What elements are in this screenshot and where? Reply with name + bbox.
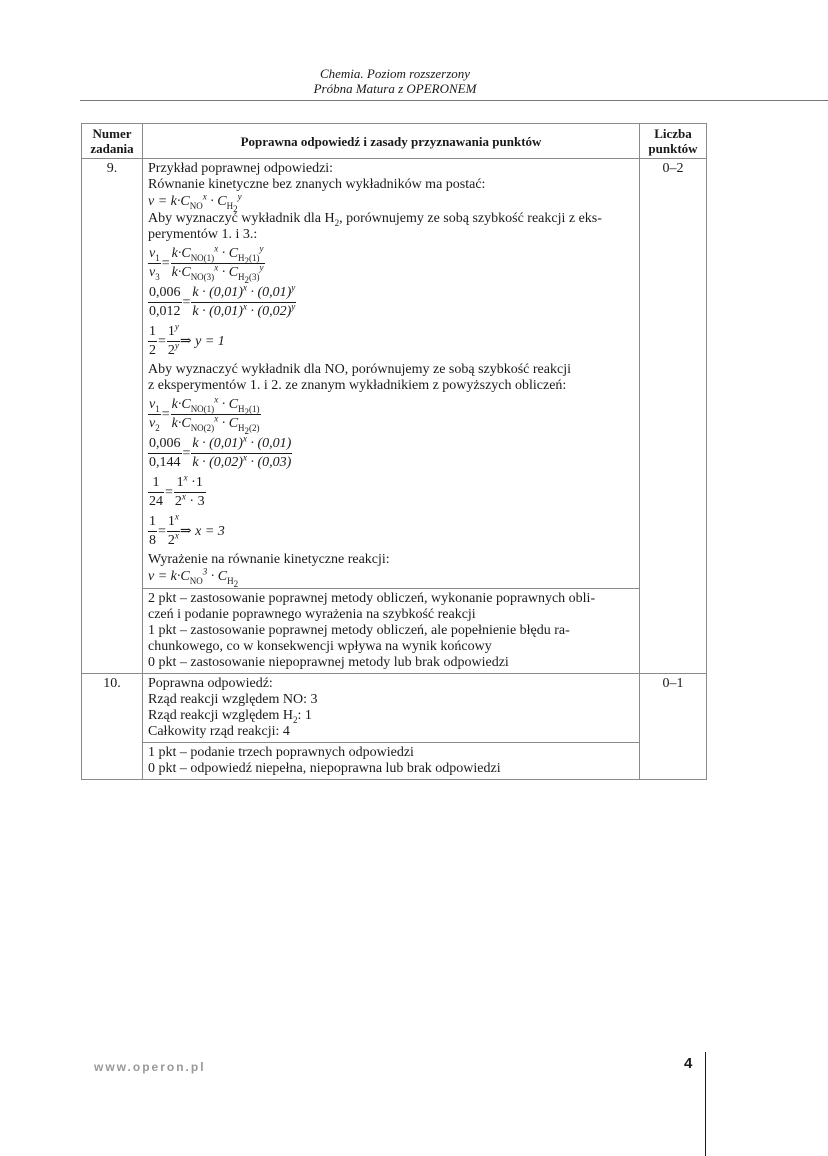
fraction-1-24: $\frac{1}{24}$ = $\frac{1^x \cdot 1}{2^x \cdot 3}$: [149, 472, 205, 509]
col-header-number: Numer zadania: [82, 124, 143, 159]
fraction-0006-0144: $\frac{0,006}{0,144}$ = $\frac{k \cdot (0,01)^x \cdot (0,01)}{k \cdot (0,02)^x \cdot (0,03)}$: [149, 433, 292, 470]
task-9-scoring-row: [82, 589, 707, 674]
task-10-points: 0–1: [640, 674, 707, 780]
answers-table: [81, 123, 707, 780]
task-9-solution: Przykład poprawnej odpowiedzi: Równanie kinetyczne bez znanych wykładników ma postać: $v = k\cdot C_{NO}^x \cdot C_{H_2}^y$ Aby wyznaczyć wykładnik dla $H_2$, porównujemy ze sobą szybkość reakcji z eks- perymentów 1. i 3.: $\frac{v_1}{v_3}$ = $\frac{k\cdot C_{NO(1)}^x \cdot C_{H_2(1)}^y}{k\cdot C_{NO(3)}^x \cdot C_{H_2(3)}^y}$ $\frac{0,006}{0,012}$ = $\frac{k \cdot (0,01)^x \cdot (0,01)^y}{k \cdot (0,01)^x \cdot (0,02)^y}$ $\frac{1}{2}$ = $\frac{1^y}{2^y}$ ⇒ y = 1 Aby wyznaczyć wykładnik dla NO, porównujemy ze sobą szybkość reakcji z eksperymentów 1. i 2. ze znanym wykładnikiem z powyższych obliczeń: $\frac{v_1}{v_2}$ = $\frac{k\cdot C_{NO(1)}^x \cdot C_{H_2(1)}}{k\cdot C_{NO(2)}^x \cdot C_{H_2(2)}}$ $\frac{0,006}{0,144}$ = $\frac{k \cdot (0,01)^x \cdot (0,01)}{k \cdot (0,02)^x \cdot (0,03)}$ $\frac{1}{24}$ = $\frac{1^x \cdot 1}{2^x \cdot 3}$ $\frac{1}{8}$ = $\frac{1^x}{2^x}$ ⇒ x = 3 Wyrażenie na równanie kinetyczne reakcji: $v = k\cdot C_{NO}^3 \cdot C_{H_2}$: [143, 159, 640, 589]
table-header-row: [82, 124, 707, 159]
task-9-points: 0–2: [640, 159, 707, 674]
task-10-answer-row: [82, 674, 707, 743]
task-10-scoring-row: [82, 743, 707, 780]
header-divider: [80, 100, 828, 101]
fraction-0006-0012: $\frac{0,006}{0,012}$ = $\frac{k \cdot (0,01)^x \cdot (0,01)^y}{k \cdot (0,01)^x \cdot (0,02)^y}$: [149, 282, 296, 319]
task-10-number: 10.: [82, 674, 143, 780]
fraction-v1-v2: $\frac{v_1}{v_2}$ = $\frac{k\cdot C_{NO(1)}^x \cdot C_{H_2(1)}}{k\cdot C_{NO(2)}^x \cdot C_{H_2(2)}}$: [149, 394, 260, 436]
page-header: [0, 66, 790, 96]
equation-general: $v = k\cdot C_{NO}^x \cdot C_{H_2}^y$: [148, 191, 242, 214]
task-9-scoring: 2 pkt – zastosowanie poprawnej metody obliczeń, wykonanie poprawnych obli- czeń i podanie poprawnego wyrażenia na szybkość reakcji 1 pkt – zastosowanie poprawnej metody obliczeń, ale popełnienie błędu ra- chunkowego, co w konsekwencji wpływa na wynik końcowy 0 pkt – zastosowanie niepoprawnej metody lub brak odpowiedzi: [143, 589, 640, 674]
fraction-y-result: $\frac{1}{2}$ = $\frac{1^y}{2^y}$ ⇒ y = 1: [149, 321, 225, 358]
task-10-solution: Poprawna odpowiedź: Rząd reakcji względem NO: 3 Rząd reakcji względem $H_2$: 1 Całkowity rząd reakcji: 4: [143, 674, 640, 743]
header-exam: Próbna Matura z OPERONEM: [313, 81, 477, 96]
header-subject: Chemia. Poziom rozszerzony: [319, 66, 471, 81]
col-header-answer: Poprawna odpowiedź i zasady przyznawania punktów: [143, 124, 640, 159]
page-number-rule: [705, 1052, 706, 1156]
equation-final: $v = k\cdot C_{NO}^3 \cdot C_{H_2}$: [148, 566, 239, 589]
task-9-number: 9.: [82, 159, 143, 674]
page-number: 4: [684, 1055, 693, 1072]
col-header-points: Liczba punktów: [640, 124, 707, 159]
fraction-v1-v3: $\frac{v_1}{v_3}$ = $\frac{k\cdot C_{NO(1)}^x \cdot C_{H_2(1)}^y}{k\cdot C_{NO(3)}^x \cdot C_{H_2(3)}^y}$: [149, 243, 264, 285]
task-10-scoring: 1 pkt – podanie trzech poprawnych odpowiedzi 0 pkt – odpowiedź niepełna, niepoprawna lub brak odpowiedzi: [143, 743, 640, 780]
fraction-x-result: $\frac{1}{8}$ = $\frac{1^x}{2^x}$ ⇒ x = 3: [149, 511, 225, 548]
task-9-answer-row: [82, 159, 707, 589]
footer-website: www.operon.pl: [94, 1060, 206, 1074]
